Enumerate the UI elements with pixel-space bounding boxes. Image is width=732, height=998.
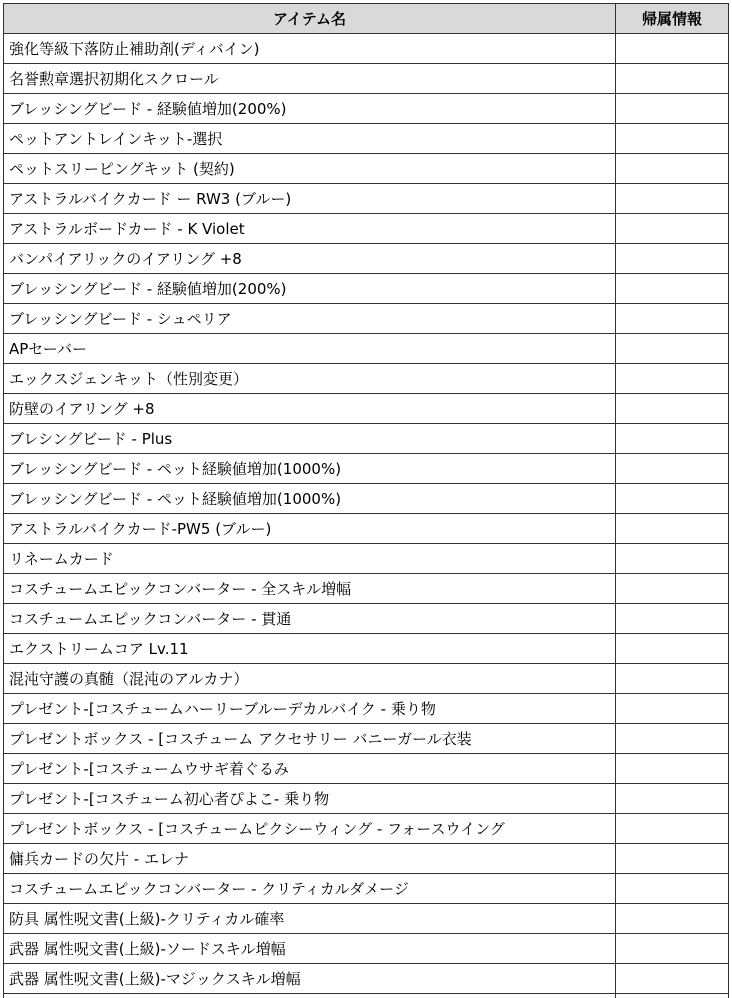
table-row (4, 874, 729, 904)
table-row (4, 724, 729, 754)
item-name-cell: 名誉勲章選択初期化スクロール (4, 64, 616, 94)
binding-info-cell (616, 364, 729, 394)
item-name-cell: ブレッシングビード - シュペリア (4, 304, 616, 334)
table-row (4, 784, 729, 814)
table-row (4, 514, 729, 544)
binding-info-cell (616, 904, 729, 934)
item-name-cell: ペットアントレインキット-選択 (4, 124, 616, 154)
binding-info-cell (616, 754, 729, 784)
item-table-body (4, 34, 729, 998)
binding-info-cell (616, 94, 729, 124)
table-row (4, 664, 729, 694)
item-name-cell: プレゼントボックス - [コスチュームピクシーウィング - フォースウイング (4, 814, 616, 844)
table-row (4, 94, 729, 124)
binding-info-cell (616, 154, 729, 184)
table-row (4, 964, 729, 994)
binding-info-header: 帰属情報 (616, 4, 729, 34)
item-table (3, 3, 729, 998)
item-name-cell: APセーバー (4, 334, 616, 364)
item-name-cell: エックスジェンキット（性別変更） (4, 364, 616, 394)
header-row (4, 4, 729, 34)
table-row (4, 334, 729, 364)
table-row (4, 454, 729, 484)
table-row (4, 274, 729, 304)
binding-info-cell (616, 34, 729, 64)
item-name-cell: 防壁のイアリング +8 (4, 394, 616, 424)
item-name-cell: 強化等級下落防止補助剤(ディバイン) (4, 34, 616, 64)
binding-info-cell (616, 814, 729, 844)
binding-info-cell (616, 604, 729, 634)
item-name-cell: コスチュームエピックコンバーター - クリティカルダメージ (4, 874, 616, 904)
binding-info-cell (616, 844, 729, 874)
item-name-cell: 混沌守護の真髄（混沌のアルカナ） (4, 664, 616, 694)
table-row (4, 574, 729, 604)
item-name-cell: 傭兵カードの欠片 - エレナ (4, 844, 616, 874)
binding-info-cell (616, 124, 729, 154)
binding-info-cell (616, 724, 729, 754)
item-name-cell: プレゼントボックス - [コスチューム アクセサリー バニーガール衣装 (4, 724, 616, 754)
binding-info-cell (616, 214, 729, 244)
item-name-cell (4, 994, 616, 998)
binding-info-cell (616, 664, 729, 694)
binding-info-cell (616, 514, 729, 544)
binding-info-cell (616, 244, 729, 274)
binding-info-cell (616, 484, 729, 514)
table-row (4, 694, 729, 724)
item-name-cell: リネームカード (4, 544, 616, 574)
table-row (4, 214, 729, 244)
item-name-cell: ブレッシングビード - 経験値増加(200%) (4, 94, 616, 124)
binding-info-cell (616, 634, 729, 664)
table-row (4, 124, 729, 154)
table-row (4, 544, 729, 574)
binding-info-cell (616, 394, 729, 424)
item-name-cell: アストラルボードカード - K Violet (4, 214, 616, 244)
item-name-cell: ブレシングビード - Plus (4, 424, 616, 454)
binding-info-cell (616, 424, 729, 454)
item-name-cell: 防具 属性呪文書(上級)-クリティカル確率 (4, 904, 616, 934)
item-name-cell: コスチュームエピックコンバーター - 貫通 (4, 604, 616, 634)
table-row (4, 154, 729, 184)
table-row (4, 814, 729, 844)
item-name-cell: ブレッシングビード - ペット経験値増加(1000%) (4, 484, 616, 514)
binding-info-cell (616, 304, 729, 334)
item-name-cell: 武器 属性呪文書(上級)-ソードスキル増幅 (4, 934, 616, 964)
item-name-cell: プレゼント-[コスチュームハーリーブルーデカルバイク - 乗り物 (4, 694, 616, 724)
binding-info-cell (616, 544, 729, 574)
binding-info-cell (616, 874, 729, 904)
table-row (4, 844, 729, 874)
table-row (4, 484, 729, 514)
table-row (4, 934, 729, 964)
table-row (4, 634, 729, 664)
binding-info-cell (616, 784, 729, 814)
item-name-cell: アストラルバイクカード ー RW3 (ブルー) (4, 184, 616, 214)
item-name-cell: プレゼント-[コスチューム初心者ぴよこ- 乗り物 (4, 784, 616, 814)
table-row (4, 64, 729, 94)
item-name-cell: ブレッシングビード - 経験値増加(200%) (4, 274, 616, 304)
item-name-cell: ブレッシングビード - ペット経験値増加(1000%) (4, 454, 616, 484)
binding-info-cell (616, 334, 729, 364)
table-row (4, 994, 729, 998)
item-name-cell: エクストリームコア Lv.11 (4, 634, 616, 664)
item-name-cell: コスチュームエピックコンバーター - 全スキル増幅 (4, 574, 616, 604)
item-name-cell: バンパイアリックのイアリング +8 (4, 244, 616, 274)
table-row (4, 904, 729, 934)
table-row (4, 304, 729, 334)
item-name-cell: プレゼント-[コスチュームウサギ着ぐるみ (4, 754, 616, 784)
item-name-header: アイテム名 (4, 4, 616, 34)
table-row (4, 604, 729, 634)
item-name-cell: ペットスリーピングキット (契約) (4, 154, 616, 184)
item-name-cell: 武器 属性呪文書(上級)-マジックスキル増幅 (4, 964, 616, 994)
binding-info-cell (616, 964, 729, 994)
binding-info-cell (616, 454, 729, 484)
item-name-cell: アストラルバイクカード-PW5 (ブルー) (4, 514, 616, 544)
binding-info-cell (616, 184, 729, 214)
binding-info-cell (616, 994, 729, 998)
binding-info-cell (616, 574, 729, 604)
table-row (4, 754, 729, 784)
table-row (4, 184, 729, 214)
table-row (4, 34, 729, 64)
table-row (4, 424, 729, 454)
binding-info-cell (616, 274, 729, 304)
table-row (4, 244, 729, 274)
table-row (4, 364, 729, 394)
binding-info-cell (616, 694, 729, 724)
binding-info-cell (616, 64, 729, 94)
table-row (4, 394, 729, 424)
binding-info-cell (616, 934, 729, 964)
